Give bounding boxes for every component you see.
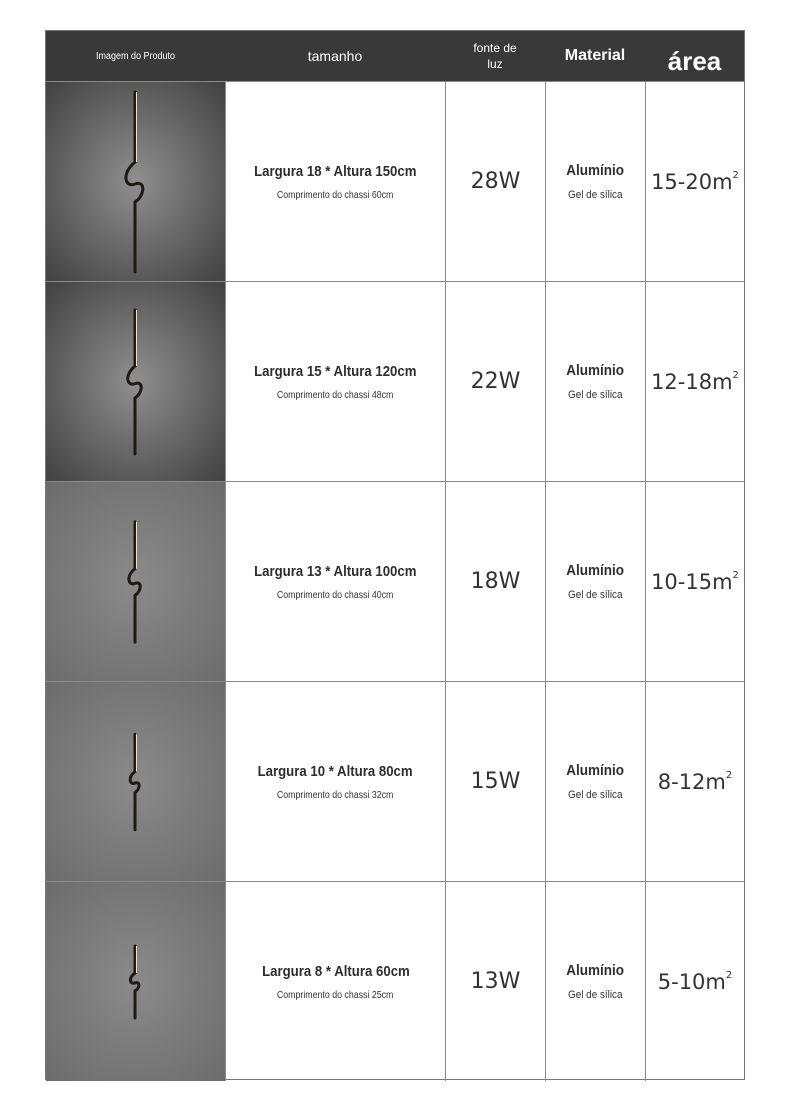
wall-lamp-100cm-icon: [46, 482, 225, 681]
product-image: [46, 482, 225, 681]
header-image: Imagem do Produto: [95, 50, 176, 62]
wattage: 22W: [470, 369, 521, 394]
size-cell: [225, 482, 445, 681]
product-image: [46, 682, 225, 881]
wattage: 13W: [470, 969, 521, 994]
size-chassis: Comprimento do chassi 40cm: [277, 589, 394, 601]
material-cell: [545, 882, 645, 1081]
material-sub: Gel de sílica: [568, 589, 623, 601]
material-cell: [545, 282, 645, 481]
wall-lamp-150cm-icon: [46, 82, 225, 281]
material-sub: Gel de sílica: [568, 389, 623, 401]
material-cell: [545, 482, 645, 681]
material-cell: [545, 82, 645, 281]
table-row: [46, 681, 744, 881]
area-value: $12-18m^2$: [651, 369, 739, 394]
size-dimensions: Largura 13 * Altura 100cm: [254, 562, 417, 580]
wattage: 15W: [470, 769, 521, 794]
size-chassis: Comprimento do chassi 60cm: [277, 189, 394, 201]
size-cell: [225, 282, 445, 481]
area-cell: [645, 682, 744, 881]
wattage: 28W: [470, 169, 521, 194]
table-row: [46, 481, 744, 681]
header-area: área: [667, 45, 722, 76]
wattage-cell: [445, 482, 545, 681]
area-cell: [645, 482, 744, 681]
table-header: [46, 31, 744, 81]
area-value: $15-20m^2$: [651, 169, 739, 194]
wattage-cell: [445, 82, 545, 281]
material-sub: Gel de sílica: [568, 789, 623, 801]
wattage-cell: [445, 682, 545, 881]
table-row: [46, 81, 744, 281]
product-image: [46, 282, 225, 481]
material-cell: [545, 682, 645, 881]
size-chassis: Comprimento do chassi 32cm: [277, 789, 394, 801]
size-cell: [225, 882, 445, 1081]
size-cell: [225, 682, 445, 881]
material-main: Alumínio: [566, 762, 625, 779]
wattage-cell: [445, 882, 545, 1081]
header-light-source: fonte de luz: [473, 41, 517, 71]
header-size: tamanho: [307, 48, 363, 64]
size-dimensions: Largura 15 * Altura 120cm: [254, 362, 417, 380]
size-dimensions: Largura 10 * Altura 80cm: [257, 762, 414, 780]
wall-lamp-60cm-icon: [46, 882, 225, 1081]
area-cell: [645, 82, 744, 281]
area-cell: [645, 882, 744, 1081]
wattage-cell: [445, 282, 545, 481]
wall-lamp-120cm-icon: [46, 282, 225, 481]
area-value: $10-15m^2$: [651, 569, 739, 594]
material-sub: Gel de sílica: [568, 189, 623, 201]
material-main: Alumínio: [566, 162, 625, 179]
wattage: 18W: [470, 569, 521, 594]
table-row: [46, 281, 744, 481]
material-main: Alumínio: [566, 562, 625, 579]
product-image: [46, 882, 225, 1081]
size-chassis: Comprimento do chassi 25cm: [277, 989, 394, 1001]
area-value: $5-10m^2$: [657, 969, 733, 994]
size-dimensions: Largura 8 * Altura 60cm: [261, 962, 410, 980]
product-image: [46, 82, 225, 281]
product-spec-table: [45, 30, 745, 1080]
size-chassis: Comprimento do chassi 48cm: [277, 389, 394, 401]
wall-lamp-80cm-icon: [46, 682, 225, 881]
size-cell: [225, 82, 445, 281]
material-main: Alumínio: [566, 362, 625, 379]
area-cell: [645, 282, 744, 481]
table-row: [46, 881, 744, 1081]
size-dimensions: Largura 18 * Altura 150cm: [254, 162, 417, 180]
material-main: Alumínio: [566, 962, 625, 979]
material-sub: Gel de sílica: [568, 989, 623, 1001]
header-material: Material: [564, 47, 626, 64]
area-value: $8-12m^2$: [657, 769, 733, 794]
